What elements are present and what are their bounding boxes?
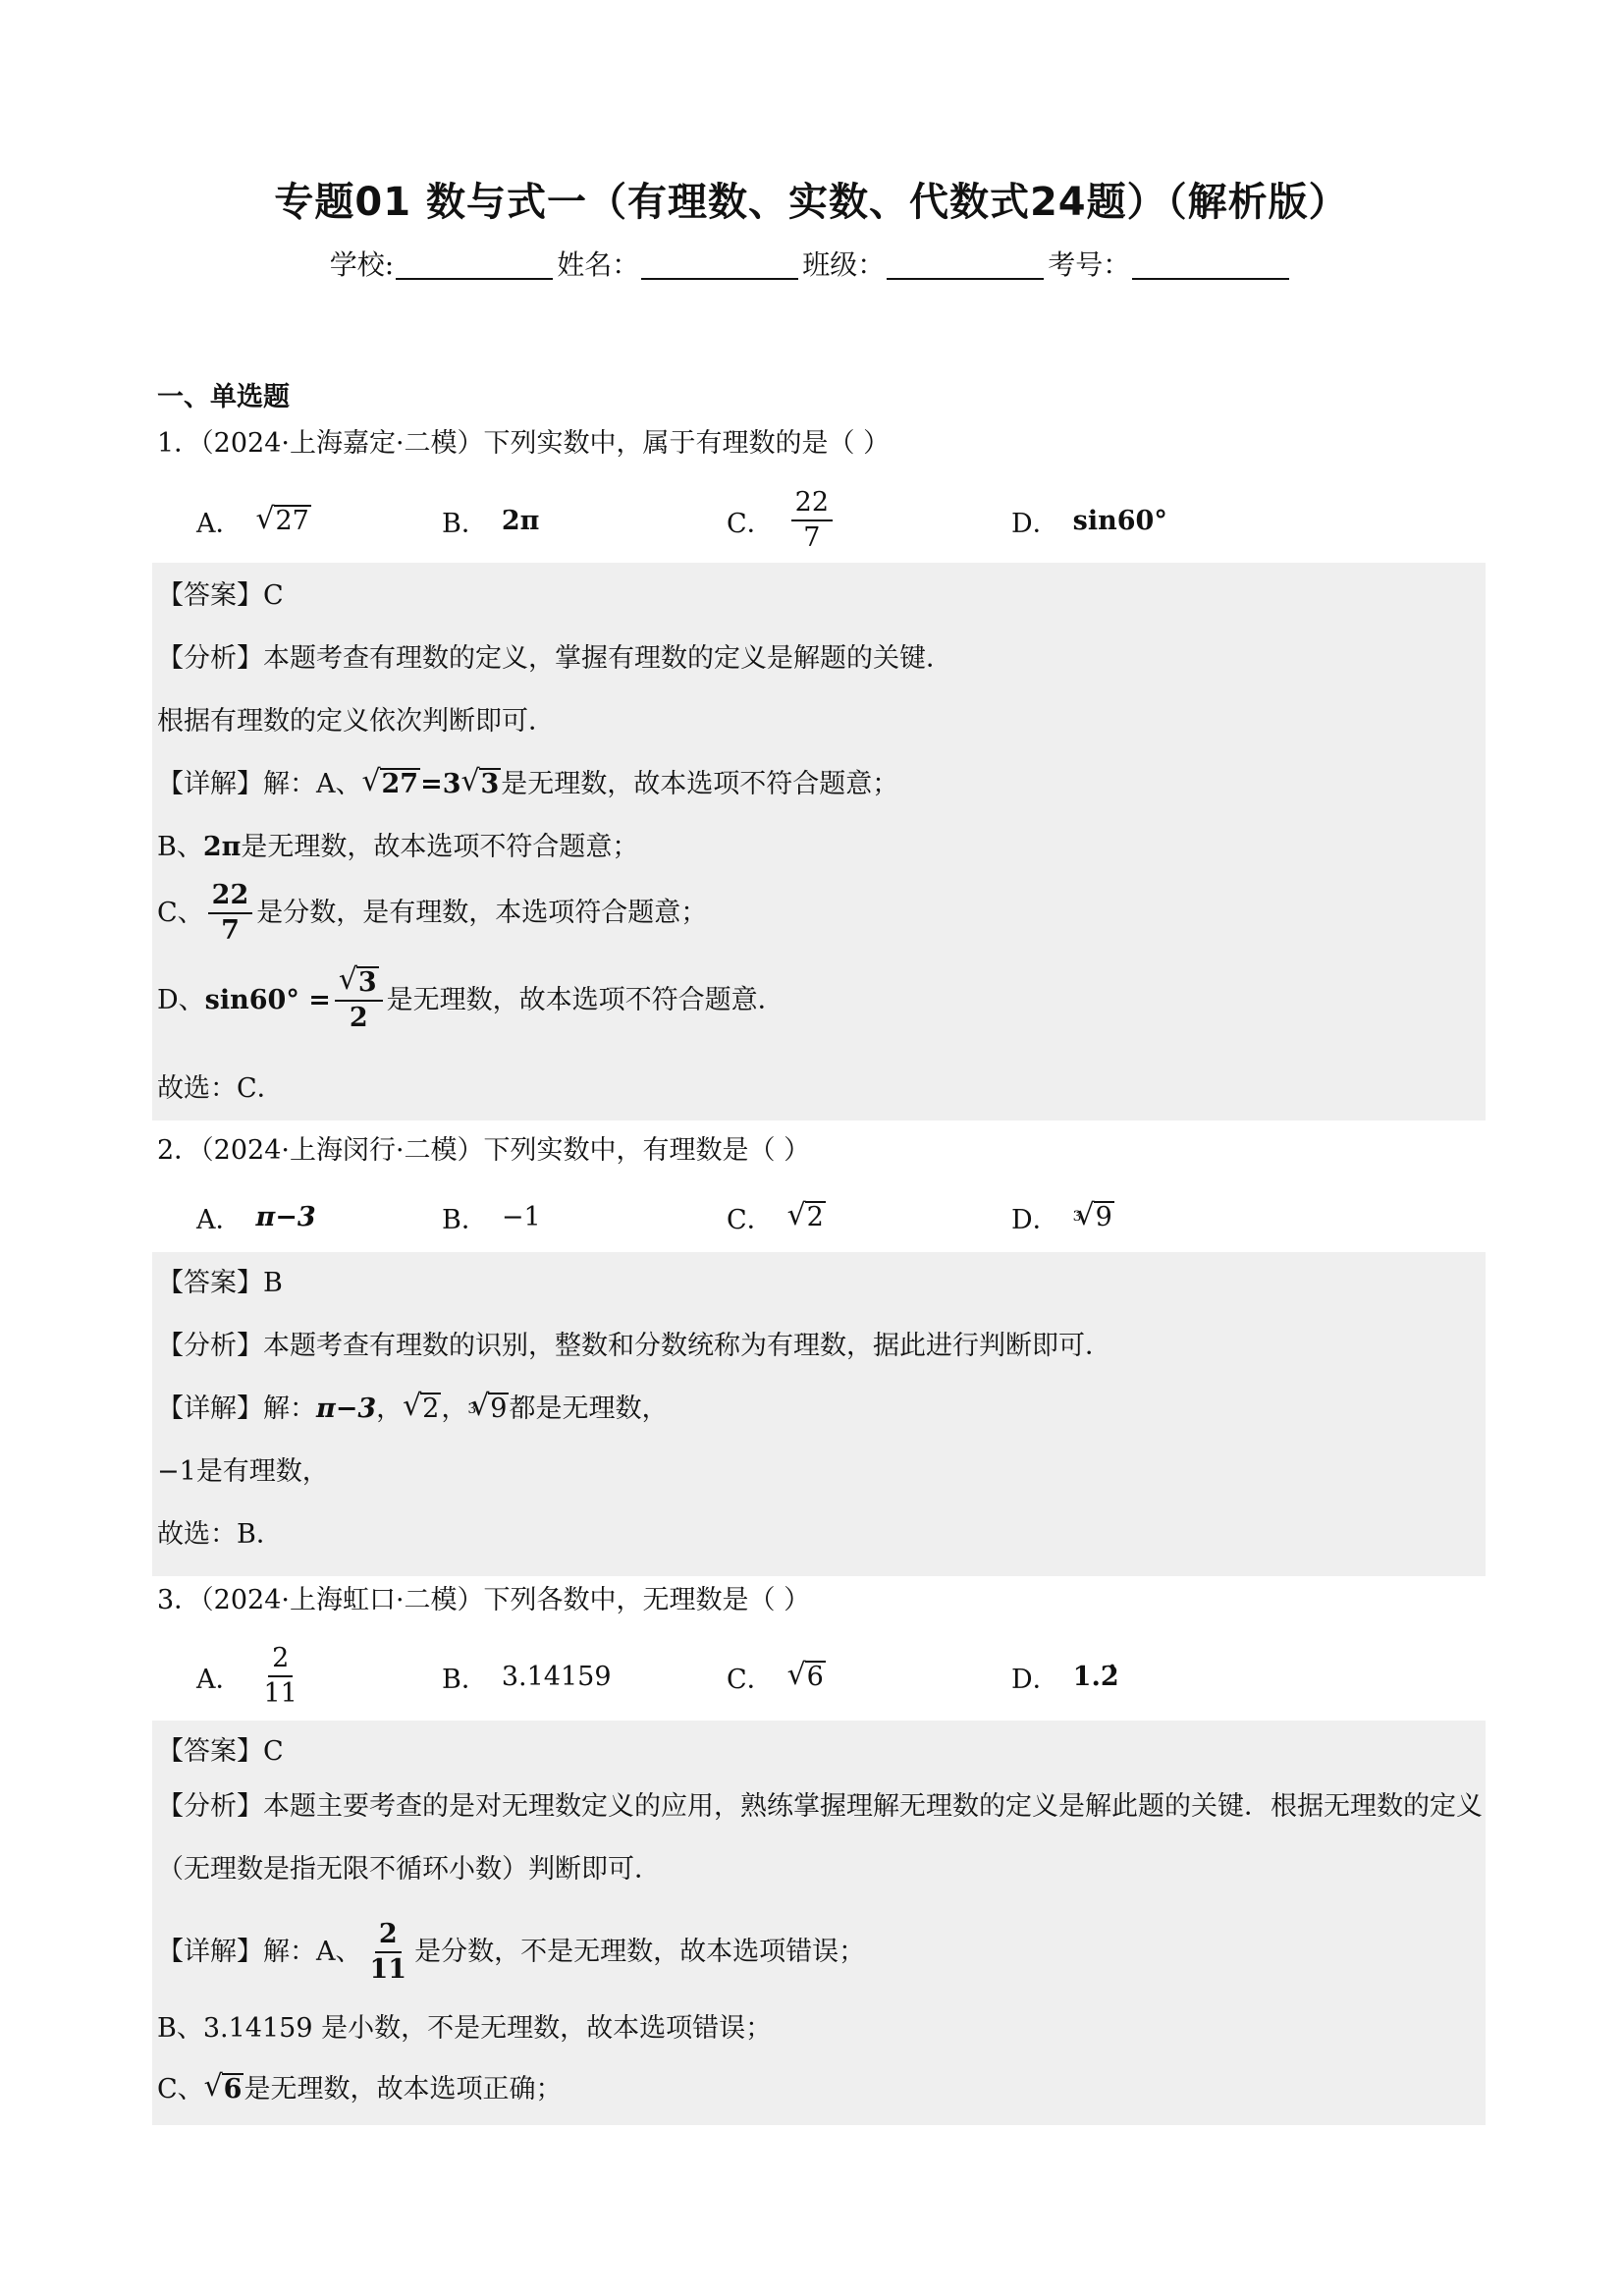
question-1-options — [196, 486, 1473, 555]
class-blank[interactable] — [887, 250, 1044, 280]
q2-option-b: B． −1 — [442, 1201, 541, 1235]
q1-a-sqrt: √ 27 — [258, 505, 311, 536]
question-2-stem: 2．（2024·上海闵行·二模）下列实数中，有理数是（ ） — [157, 1135, 811, 1166]
q2-answer: 【答案】B — [157, 1268, 283, 1298]
q2-detail-line-2: −1 是有理数， — [157, 1456, 329, 1487]
q3-answer: 【答案】C — [157, 1736, 284, 1767]
q2-option-c: C． √ 2 — [727, 1182, 826, 1251]
exam-number-label: 考号： — [1048, 248, 1131, 281]
question-3-stem: 3．（2024·上海虹口·二模）下列各数中，无理数是（ ） — [157, 1585, 811, 1615]
q2-detail: 【详解】解： π−3 ， √ 2 ， 3 √ 9 都是无理数， — [157, 1390, 668, 1429]
q1-analysis-2: 根据有理数的定义依次判断即可． — [157, 706, 555, 737]
q1-answer: 【答案】C — [157, 580, 284, 611]
q3-option-b: B． 3.14159 — [442, 1661, 612, 1695]
question-1-stem: 1．（2024·上海嘉定·二模）下列实数中，属于有理数的是（ ） — [157, 428, 891, 459]
question-2-options — [196, 1182, 1473, 1251]
q1-option-d: D． sin60° — [1011, 505, 1167, 539]
q1-c-fraction: $\frac{22}{7}$ — [791, 486, 833, 555]
name-blank[interactable] — [641, 250, 798, 280]
q2-conclusion: 故选：B． — [157, 1519, 283, 1550]
section-heading: 一、单选题 — [157, 382, 290, 412]
question-2-solution — [152, 1252, 1486, 1576]
q3-option-a: A． $\frac{2}{11}$ — [196, 1643, 298, 1709]
q1-option-c: C． $\frac{22}{7}$ — [727, 486, 837, 555]
q3-option-c: C． √ 6 — [727, 1642, 826, 1711]
question-3-options — [196, 1642, 1473, 1711]
q3-option-d: D． 1.2̇ — [1011, 1661, 1119, 1695]
q1-detail-b: B、 2π 是无理数，故本选项不符合题意； — [157, 832, 639, 862]
q3-detail-b: B、3.14159 是小数，不是无理数，故本选项错误； — [157, 2013, 773, 2044]
q1-detail-a: 【详解】解：A、 √ 27 =3 √ 3 是无理数，故本选项不符合题意； — [157, 765, 898, 804]
name-label: 姓名： — [557, 248, 640, 281]
q1-option-a: A． √ 27 — [196, 486, 311, 555]
question-1-solution — [152, 563, 1486, 1121]
q1-analysis: 【分析】本题考查有理数的定义，掌握有理数的定义是解题的关键． — [157, 643, 952, 674]
q3-detail-a: 【详解】解：A、 $\frac{2}{11}$ 是分数，不是无理数，故本选项错误； — [157, 1919, 866, 1985]
q1-option-b: B． 2π — [442, 505, 540, 539]
q1-detail-d: D、 sin60° = √ $\frac{3}{2}$ 是无理数，故本选项不符合题意． — [157, 963, 784, 1038]
page-title: 专题01 数与式一（有理数、实数、代数式24题）（解析版） — [274, 180, 1349, 225]
q3-analysis: 【分析】本题主要考查的是对无理数定义的应用，熟练掌握理解无理数的定义是解此题的关键．根据无理数的定义（无理数是指无限不循环小数）判断即可． — [157, 1791, 1483, 1885]
exam-number-blank[interactable] — [1132, 250, 1289, 280]
question-3-solution — [152, 1721, 1486, 2125]
school-blank[interactable] — [396, 250, 553, 280]
q2-analysis: 【分析】本题考查有理数的识别，整数和分数统称为有理数，据此进行判断即可． — [157, 1331, 1111, 1361]
student-info-line — [0, 244, 1623, 283]
q1-conclusion: 故选：C． — [157, 1073, 284, 1104]
q2-option-d: D． 3 √ 9 — [1011, 1182, 1114, 1251]
q3-detail-c: C、 √ 6 是无理数，故本选项正确； — [157, 2070, 562, 2109]
school-label: 学校: — [329, 248, 395, 281]
q2-option-a: A． π−3 — [196, 1201, 316, 1235]
class-label: 班级： — [802, 248, 886, 281]
q1-detail-c: C、 $\frac{22}{7}$ 是分数，是有理数，本选项符合题意； — [157, 880, 708, 946]
